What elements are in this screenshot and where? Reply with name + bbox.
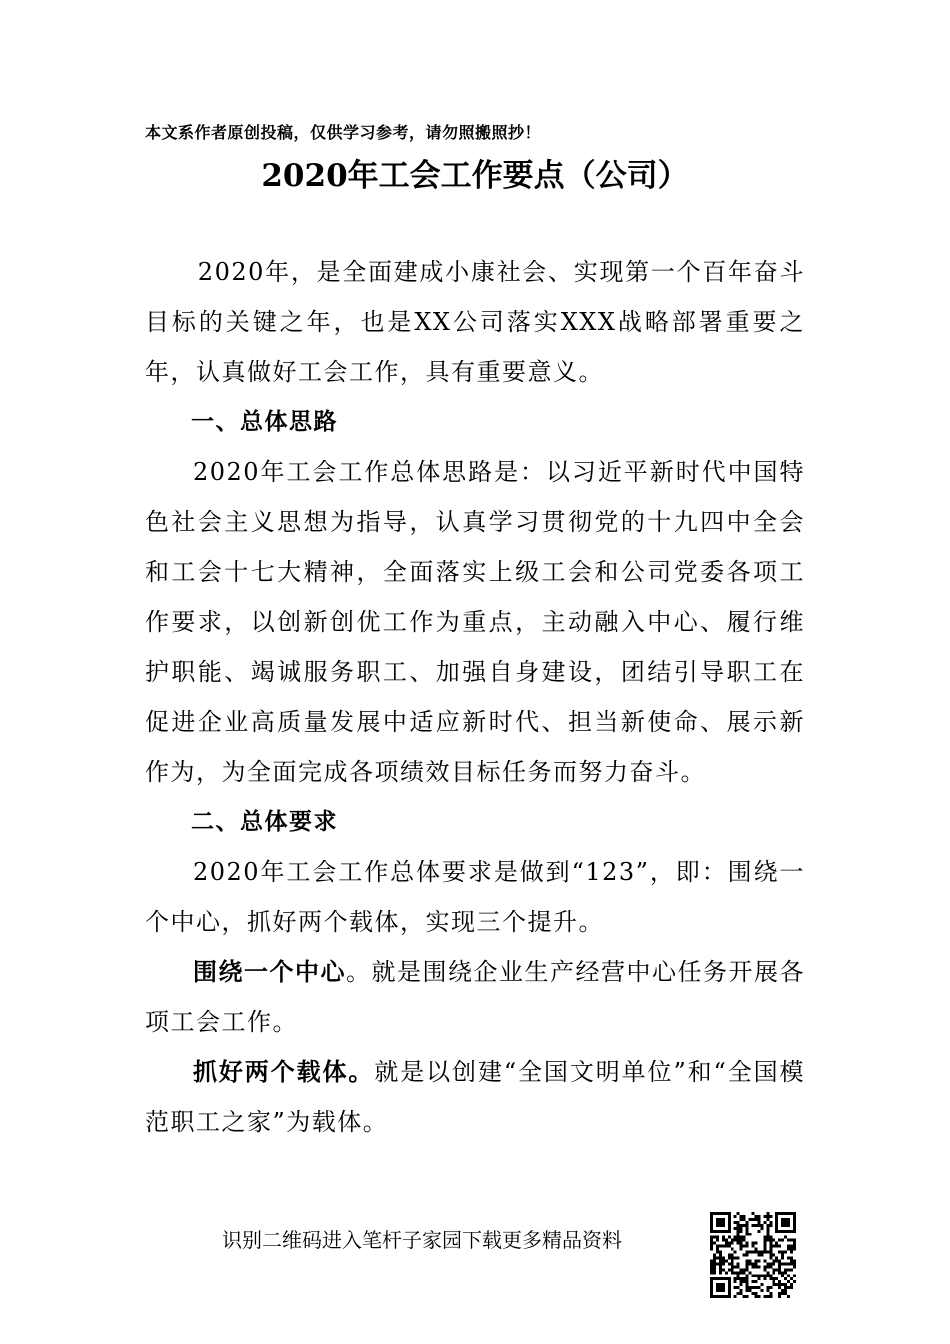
qr-code-icon — [710, 1212, 796, 1298]
paragraph-two-carriers — [145, 1047, 805, 1147]
paragraph-overall-approach: 2020年工会工作总体思路是：以习近平新时代中国特色社会主义思想为指导，认真学习贯彻党的十九四中全会和工会十七大精神，全面落实上级工会和公司党委各项工作要求，以创新创优工作为重点，主动融入中心、履行维护职能、竭诚服务职工、加强自身建设，团结引导职工在促进企业高质量发展中适应新时代、担当新使命、展示新作为，为全面完成各项绩效目标任务而努力奋斗。 — [145, 458, 805, 786]
copyright-notice: 本文系作者原创投稿，仅供学习参考，请勿照搬照抄！ — [145, 123, 542, 142]
document-title: 2020年工会工作要点（公司） — [261, 158, 689, 194]
document-body — [145, 247, 805, 1147]
paragraph-text: 就是以创建“全国文明单位”和“全国模范职工之家”为载体。 — [145, 1058, 805, 1136]
footer-promo-text: 识别二维码进入笔杆子家园下载更多精品资料 — [222, 1228, 622, 1252]
paragraph-text: 。就是围绕企业生产经营中心任务开展各项工会工作。 — [145, 958, 805, 1036]
section-heading-2: 二、总体要求 — [191, 809, 338, 835]
paragraph-one-center — [145, 947, 805, 1047]
section-heading-1: 一、总体思路 — [191, 409, 338, 435]
paragraph-lead: 抓好两个载体。 — [193, 1058, 375, 1086]
paragraph-lead: 围绕一个中心 — [193, 958, 346, 986]
intro-paragraph: 2020年，是全面建成小康社会、实现第一个百年奋斗目标的关键之年，也是XX公司落实XXX战略部署重要之年，认真做好工会工作，具有重要意义。 — [145, 258, 805, 386]
paragraph-overall-requirements: 2020年工会工作总体要求是做到“123”，即：围绕一个中心，抓好两个载体，实现三个提升。 — [145, 858, 805, 936]
